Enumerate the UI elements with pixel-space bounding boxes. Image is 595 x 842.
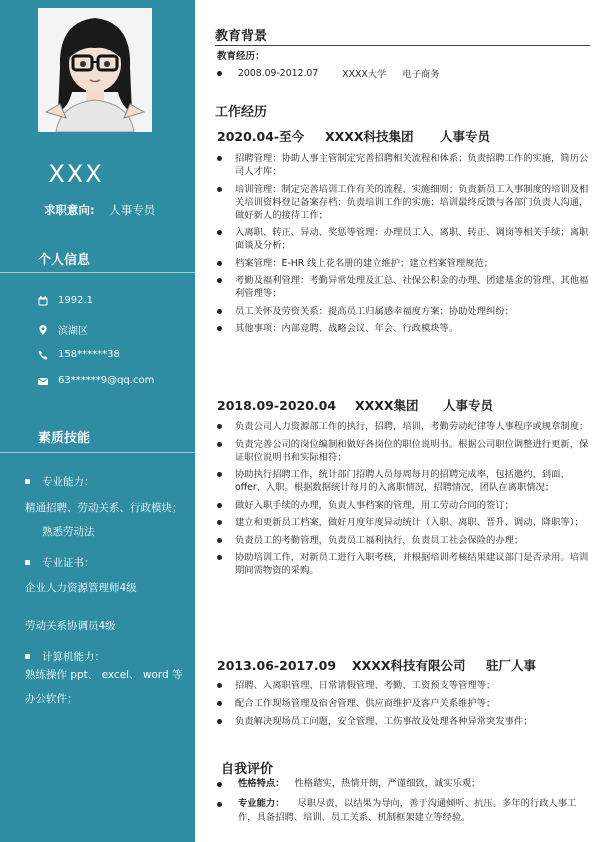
job-company: XXXX科技有限公司 xyxy=(352,658,466,673)
bullet-icon xyxy=(217,71,222,76)
job-duty-item: 协助培训工作，对新员工进行入职考核，并根据培训考核结果建议部门是否录用。培训期间需物资的采购。 xyxy=(217,551,592,577)
certificate-2: 劳动关系协调员4级 xyxy=(25,620,116,632)
job-header-1 xyxy=(217,127,490,145)
job-period: 2018.09-2020.04 xyxy=(217,398,337,413)
evaluation-text: 性格踏实，热情开朗，严谨细致，诚实乐观； xyxy=(294,778,481,789)
job-duty-item: 协助执行招聘工作，统计部门招聘人员每周每月的招聘完成率，包括邀约、到面、offer、入职。根据数据统计每月的入离职情况，招聘情况，团队在离职情况； xyxy=(217,468,592,494)
computer-skill-text-2: 办公软件； xyxy=(25,693,78,705)
professional-skill-label-row xyxy=(25,474,95,489)
birth-date: 1992.1 xyxy=(58,295,93,306)
bullet-icon xyxy=(25,479,30,484)
job-duty-item: 考勤及福利管理：考勤异常处理及汇总、社保公积金的办理、团建基金的管理、其他福利管理等； xyxy=(217,274,592,300)
professional-skill-text-2: 熟悉劳动法 xyxy=(42,526,95,538)
bullet-icon xyxy=(25,560,30,565)
evaluation-text: 尽职尽责，以结果为导向，善于沟通倾听、抗压。多年的行政人事工作，具备招聘、培训、员工关系、机制框架建立等经验。 xyxy=(238,798,577,823)
job-role: 人事专员 xyxy=(440,129,491,144)
evaluation-item-2 xyxy=(217,797,592,825)
certificate-1: 企业人力资源管理师4级 xyxy=(25,582,137,594)
mail-icon xyxy=(38,376,48,386)
job-company: XXXX集团 xyxy=(355,398,419,413)
job-duties-1 xyxy=(217,152,592,340)
job-duties-3 xyxy=(217,679,592,733)
computer-skill-label: 计算机能力： xyxy=(42,651,105,663)
professional-skill-text-1: 精通招聘、劳动关系、行政模块； xyxy=(25,502,183,514)
job-company: XXXX科技集团 xyxy=(325,129,414,144)
job-header-3 xyxy=(217,656,536,674)
job-duty-item: 入离职、转正、异动、奖惩等管理：办理员工入、离职、转正、调岗等相关手续；离职面谈及分析； xyxy=(217,226,592,252)
job-duty-item: 做好入职手续的办理，负责人事档案的管理，用工劳动合同的签订； xyxy=(217,499,592,512)
evaluation-heading: 自我评价 xyxy=(221,762,274,777)
education-heading: 教育背景 xyxy=(215,29,268,44)
evaluation-label: 专业能力： xyxy=(238,798,285,809)
education-period: 2008.09-2012.07 xyxy=(238,67,319,79)
personal-info-heading: 个人信息 xyxy=(38,253,91,268)
job-duty-item: 建立和更新员工档案，做好月度年度异动统计（入职、离职、晋升、调动、降职等）； xyxy=(217,516,592,529)
skills-divider xyxy=(0,452,195,453)
education-major: 电子商务 xyxy=(402,69,440,80)
location: 滨湖区 xyxy=(58,326,88,337)
job-header-2 xyxy=(217,396,493,414)
job-duty-item: 负责完善公司的岗位编制和做好各岗位的职位说明书。根据公司职位调整进行更新，保证职位说明书和实际相符； xyxy=(217,438,592,464)
job-intent-value: 人事专员 xyxy=(109,203,156,217)
work-heading: 工作经历 xyxy=(215,105,268,120)
job-duty-item: 负责解决现场员工问题，安全管理、工伤事故及处理各种异常突发事件； xyxy=(217,715,592,728)
professional-skill-label: 专业能力： xyxy=(42,476,95,488)
main-content xyxy=(195,0,595,842)
personal-info-divider xyxy=(0,272,195,273)
computer-skill-text-1: 熟练操作 ppt、 excel、 word 等 xyxy=(25,669,183,681)
phone-row xyxy=(38,349,120,360)
location-icon xyxy=(38,325,48,335)
bullet-icon xyxy=(25,654,30,659)
education-entry xyxy=(217,66,440,80)
education-label: 教育经历： xyxy=(217,51,265,62)
phone-number: 158******38 xyxy=(58,349,120,360)
evaluation-item-1 xyxy=(217,777,592,791)
education-school: XXXX大学 xyxy=(342,69,387,80)
evaluation-label: 性格特点： xyxy=(238,778,285,789)
job-duty-item: 负责员工的考勤管理，负责员工福利执行，负责员工社会保险的办理； xyxy=(217,534,592,547)
candidate-name: XXX xyxy=(48,160,104,188)
job-duty-item: 招聘管理：协助人事主管制定完善招聘相关流程和体系；负责招聘工作的实施，简历公司人才库； xyxy=(217,152,592,178)
job-duties-2 xyxy=(217,420,592,582)
job-duty-item: 招聘、入离职管理、日常请假管理、考勤、工资预支等管理等； xyxy=(217,679,592,692)
bullet-icon xyxy=(217,802,222,807)
birth-date-row xyxy=(38,295,93,306)
location-row xyxy=(38,322,88,337)
job-duty-item: 培训管理：制定完善培训工作有关的流程、实施细则；负责新员工入事制度的培训及相关培训资料登记备案存档；负责培训工作的实施；培训最终反馈与各部门负责人沟通，做好新人的接待工作； xyxy=(217,183,592,222)
calendar-icon xyxy=(38,296,48,306)
job-duty-item: 配合工作现场管理及宿舍管理、供应商维护及客户关系维护等； xyxy=(217,697,592,710)
email-row xyxy=(38,375,154,386)
phone-icon xyxy=(38,350,48,360)
job-role: 驻厂人事 xyxy=(486,658,537,673)
avatar-illustration xyxy=(38,8,152,132)
skills-heading: 素质技能 xyxy=(38,431,91,446)
job-duty-item: 档案管理：E-HR 线上花名册的建立维护；建立档案管理规范； xyxy=(217,257,592,270)
job-intent-label: 求职意向: xyxy=(44,203,95,217)
education-divider xyxy=(215,45,590,46)
computer-skill-label-row xyxy=(25,649,105,664)
job-period: 2020.04-至今 xyxy=(217,129,305,144)
job-duty-item: 其他事项：内部竞聘、战略会议、年会、行政模块等。 xyxy=(217,322,592,335)
certificate-label-row xyxy=(25,555,95,570)
job-period: 2013.06-2017.09 xyxy=(217,658,337,673)
bullet-icon xyxy=(217,782,222,787)
certificate-label: 专业证书： xyxy=(42,557,95,569)
job-intent xyxy=(44,202,155,218)
job-duty-item: 负责公司人力资源部工作的执行，招聘，培训，考勤劳动纪律等人事程序或规章制度； xyxy=(217,420,592,433)
email-address: 63******9@qq.com xyxy=(58,375,155,386)
profile-photo xyxy=(38,8,152,132)
job-role: 人事专员 xyxy=(443,398,494,413)
sidebar xyxy=(0,0,195,842)
job-duty-item: 员工关怀及劳资关系：提高员工归属感幸福度方案；协助处理纠纷； xyxy=(217,305,592,318)
